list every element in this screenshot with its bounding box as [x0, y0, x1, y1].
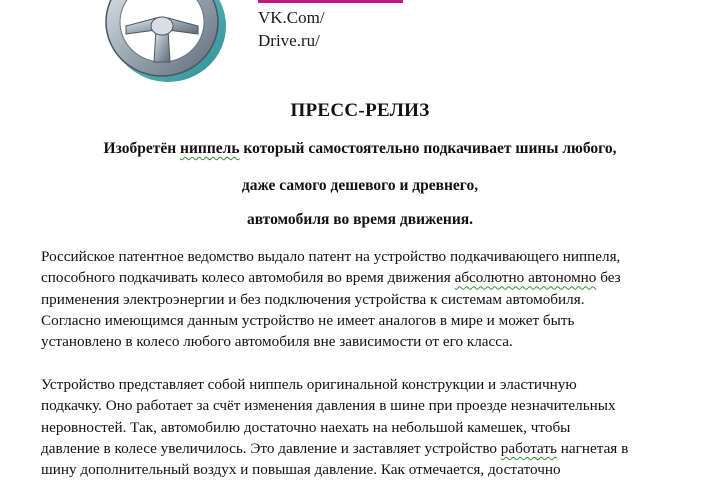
- spellcheck-word: работать: [500, 439, 557, 457]
- site-url-line-1: VK.Com/: [258, 8, 325, 27]
- subtitle-line-1: [0, 140, 720, 158]
- subtitle-line-3: автомобиля во время движения.: [246, 211, 474, 228]
- body-paragraph-1: [41, 246, 701, 352]
- spellcheck-word: ниппель: [180, 140, 240, 157]
- site-url-line-2: Drive.ru/: [258, 31, 320, 50]
- paragraph-line: [41, 267, 701, 288]
- paragraph-line: неровностей. Так, автомобилю достаточно наехать на небольшой камешек, чтобы: [41, 418, 571, 436]
- paragraph-line: Устройство представляет собой ниппель оригинальной конструкции и эластичную: [41, 376, 577, 393]
- header-accent-bar: [258, 0, 403, 3]
- paragraph-line: Согласно имеющимся данным устройство не имеет аналогов в мире и может быть: [41, 311, 575, 329]
- subtitle-line-2: даже самого дешевого и древнего,: [241, 177, 479, 194]
- document-title: ПРЕСС-РЕЛИЗ: [290, 100, 430, 121]
- body-paragraph-2: [41, 374, 701, 480]
- paragraph-line: применения электроэнергии и без подключения устройства к системам автомобиля.: [41, 290, 585, 308]
- subtitle-text: который самостоятельно подкачивает шины любого,: [239, 140, 617, 157]
- paragraph-line: установлено в колесо любого автомобиля вне зависимости от его класса.: [41, 333, 513, 351]
- paragraph-text: без: [596, 269, 621, 287]
- subtitle-text: Изобретён: [103, 140, 181, 157]
- paragraph-text: давление в колесе увеличилось. Это давление и заставляет устройство: [41, 439, 501, 457]
- paragraph-text: нагнетая в: [556, 439, 629, 457]
- paragraph-line: [41, 438, 701, 459]
- steering-wheel-logo: [96, 0, 246, 88]
- paragraph-line: шину дополнительный воздух и повышая давление. Как отмечается, достаточно: [41, 461, 561, 479]
- steering-wheel-icon: [96, 0, 246, 88]
- paragraph-text: способного подкачивать колесо автомобиля во время движения: [41, 269, 455, 287]
- spellcheck-phrase: абсолютно автономно: [454, 269, 597, 287]
- paragraph-line: подкачку. Оно работает за счёт изменения давления в шине при проезде незначительных: [41, 397, 616, 415]
- paragraph-line: Российское патентное ведомство выдало патент на устройство подкачивающего ниппеля,: [41, 248, 621, 265]
